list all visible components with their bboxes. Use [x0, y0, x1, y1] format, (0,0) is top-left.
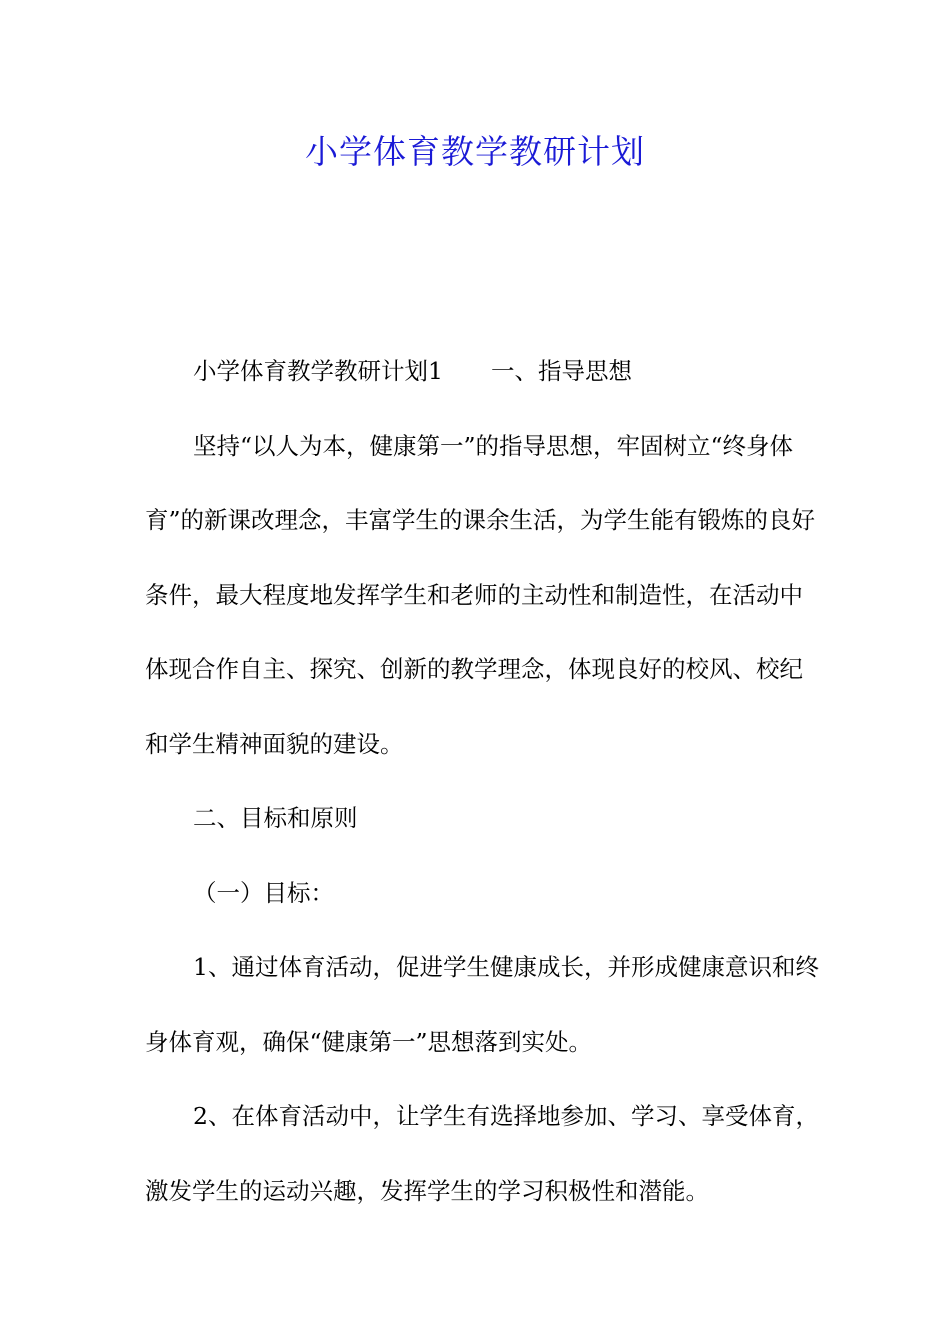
subheading-goals: （一）目标： — [193, 878, 334, 907]
paragraph-goal-1: 1、通过体育活动，促进学生健康成长，并形成健康意识和终身体育观，确保“健康第一”思想落到实处。 — [145, 953, 819, 1056]
paragraph-goal-2: 2、在体育活动中，让学生有选择地参加、学习、享受体育，激发学生的运动兴趣，发挥学生的学习积极性和潜能。 — [145, 1102, 819, 1205]
paragraph-guiding-thought: 坚持“以人为本，健康第一”的指导思想，牢固树立“终身体育”的新课改理念，丰富学生的课余生活，为学生能有锻炼的良好条件，最大程度地发挥学生和老师的主动性和制造性，在活动中体现合作自主、探究、创新的教学理念，体现良好的校风、校纪和学生精神面貌的建设。 — [145, 431, 816, 758]
section-heading-guiding-thought: 一、指导思想 — [490, 357, 632, 385]
document-title: 小学体育教学教研计划 — [305, 132, 645, 171]
document-body — [145, 334, 825, 1228]
plan-heading: 小学体育教学教研计划1 — [193, 357, 443, 385]
first-line — [145, 334, 825, 409]
section-heading-goals-principles: 二、目标和原则 — [193, 804, 358, 832]
